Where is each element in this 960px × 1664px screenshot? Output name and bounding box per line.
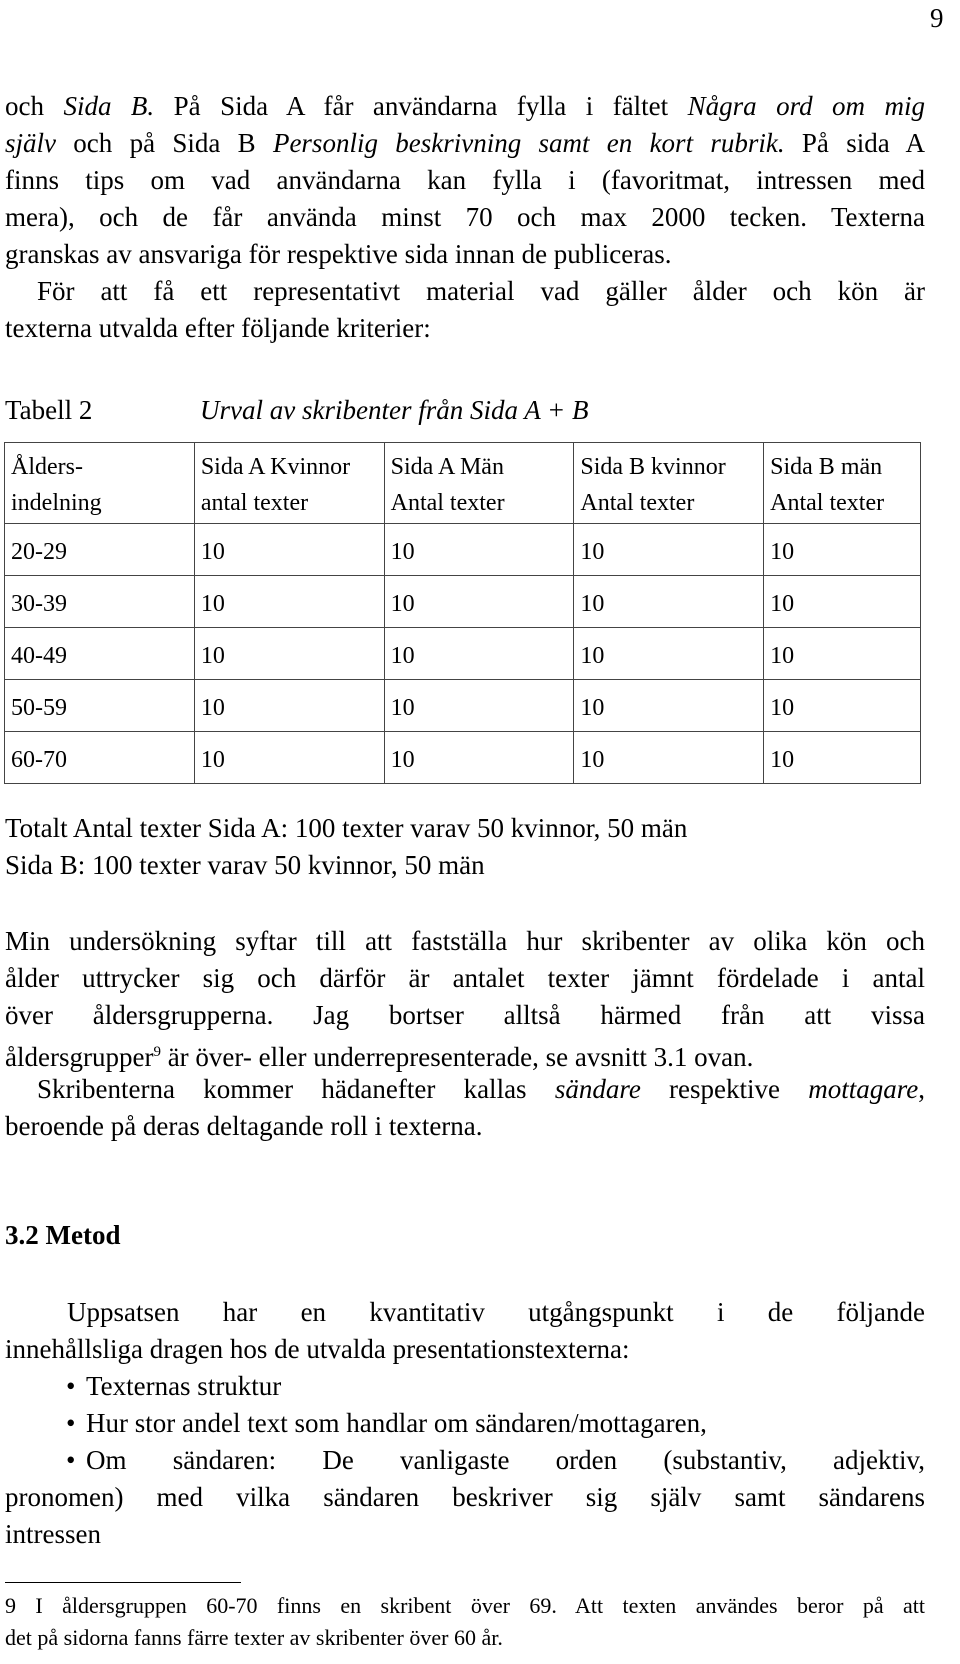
para3-line2: innehållsliga dragen hos de utvalda presentationstexterna: (5, 1334, 630, 1364)
para2-line6: beroende på deras deltagande roll i texterna. (5, 1111, 483, 1141)
table-cell: 10 (574, 576, 764, 628)
table-cell: 10 (384, 524, 574, 576)
table-header-cell: Ålders- indelning (5, 443, 195, 524)
table-cell: 10 (764, 680, 921, 732)
table-cell: 10 (384, 732, 574, 784)
para3-line1: Uppsatsen har en kvantitativ utgångspunkt i de följande (67, 1297, 925, 1327)
bullet-item: Hur stor andel text som handlar om sändaren/mottagaren, (86, 1408, 707, 1438)
para1-line5: granskas av ansvariga för respektive sida innan de publiceras. (5, 239, 672, 269)
table-cell: 20-29 (5, 524, 195, 576)
para1-line7: texterna utvalda efter följande kriterier: (5, 313, 431, 343)
table-cell: 10 (194, 524, 384, 576)
bullet-item: Om sändaren: De vanligaste orden (substantiv, adjektiv, (86, 1445, 925, 1475)
table-header-cell: Sida A Män Antal texter (384, 443, 574, 524)
table-header-cell: Sida A Kvinnor antal texter (194, 443, 384, 524)
table-cell: 10 (574, 524, 764, 576)
para1-line3: finns tips om vad användarna kan fylla i (favoritmat, intressen med (5, 165, 925, 195)
para2-line3: över åldersgrupperna. Jag bortser alltså härmed från att vissa (5, 1000, 925, 1030)
table-cell: 10 (384, 628, 574, 680)
para2-line5: Skribenterna kommer hädanefter kallas sändare respektive mottagare, (37, 1074, 925, 1104)
bullet-item-cont: pronomen) med vilka sändaren beskriver sig själv samt sändarens (5, 1482, 925, 1512)
table-label: Tabell 2 (5, 395, 93, 425)
footnote-marker: 9 (153, 1044, 161, 1060)
para2-line2: ålder uttrycker sig och därför är antalet texter jämnt fördelade i antal (5, 963, 925, 993)
footnote-line1: 9 I åldersgruppen 60-70 finns en skribent över 69. Att texten användes beror på att (5, 1593, 925, 1618)
table-row (5, 628, 921, 680)
table-cell: 10 (574, 680, 764, 732)
table-caption: Urval av skribenter från Sida A + B (200, 395, 589, 425)
table-cell: 10 (764, 576, 921, 628)
table-cell: 10 (194, 576, 384, 628)
totals-line1: Totalt Antal texter Sida A: 100 texter varav 50 kvinnor, 50 män (5, 813, 688, 843)
table-cell: 10 (574, 732, 764, 784)
footnote-divider (5, 1582, 241, 1583)
table-cell: 10 (194, 680, 384, 732)
table-header-row (5, 443, 921, 524)
para1-line1: och Sida B. På Sida A får användarna fylla i fältet Några ord om mig (5, 91, 926, 121)
para2-line1: Min undersökning syftar till att fastställa hur skribenter av olika kön och (5, 926, 925, 956)
table-row (5, 576, 921, 628)
page-number: 9 (930, 3, 944, 33)
bullet-item-cont: intressen (5, 1519, 101, 1549)
bullet-marker: • (66, 1408, 76, 1438)
table-row (5, 524, 921, 576)
table-cell: 10 (764, 628, 921, 680)
table-cell: 10 (384, 576, 574, 628)
table-row (5, 732, 921, 784)
table-cell: 60-70 (5, 732, 195, 784)
bullet-marker: • (66, 1371, 76, 1401)
table-cell: 10 (764, 524, 921, 576)
table-cell: 40-49 (5, 628, 195, 680)
table-cell: 30-39 (5, 576, 195, 628)
table-cell: 10 (764, 732, 921, 784)
table-row (5, 680, 921, 732)
table-header-cell: Sida B män Antal texter (764, 443, 921, 524)
para1-line6: För att få ett representativt material vad gäller ålder och kön är (37, 276, 925, 306)
footnote-line2: det på sidorna fanns färre texter av skribenter över 60 år. (5, 1625, 503, 1650)
table-cell: 10 (574, 628, 764, 680)
para2-line4: åldersgrupper$^9$ är över- eller underrepresenterade, se avsnitt 3.1 ovan. (5, 1042, 754, 1072)
table-cell: 10 (194, 628, 384, 680)
table-cell: 50-59 (5, 680, 195, 732)
para1-line2: själv och på Sida B Personlig beskrivning samt en kort rubrik. På sida A (5, 128, 926, 158)
table-cell: 10 (194, 732, 384, 784)
table-cell: 10 (384, 680, 574, 732)
para1-line4: mera), och de får använda minst 70 och max 2000 tecken. Texterna (5, 202, 925, 232)
table-header-cell: Sida B kvinnor Antal texter (574, 443, 764, 524)
totals-line2: Sida B: 100 texter varav 50 kvinnor, 50 män (5, 850, 485, 880)
data-table (4, 442, 921, 784)
section-heading: 3.2 Metod (5, 1220, 121, 1250)
bullet-item: Texternas struktur (86, 1371, 282, 1401)
bullet-marker: • (66, 1445, 76, 1475)
